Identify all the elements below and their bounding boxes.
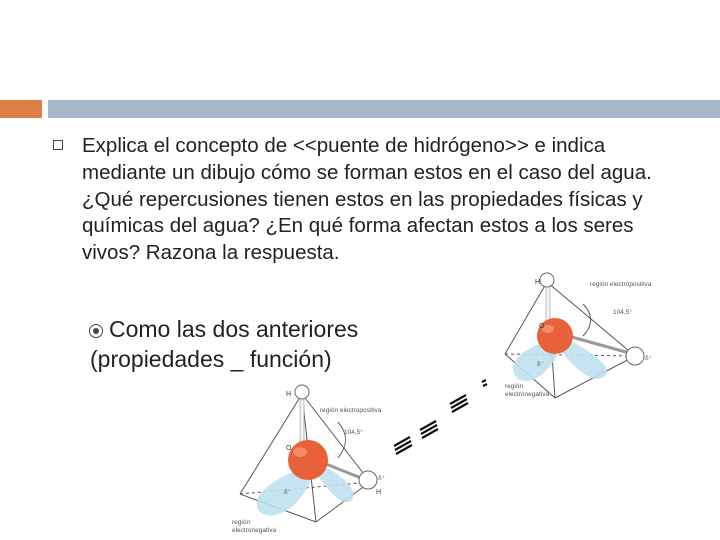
square-bullet-icon bbox=[53, 140, 63, 150]
atom-label-h-right-lower: H bbox=[376, 489, 382, 496]
water-molecule-figure-left bbox=[220, 382, 400, 540]
accent-bar bbox=[0, 100, 42, 118]
sub-bullet-line2: (propiedades _ función) bbox=[90, 346, 332, 372]
atom-label-o-lower: O bbox=[286, 445, 292, 452]
delta-minus-label-lower: δ⁻ bbox=[284, 489, 292, 496]
atom-label-h-top-lower: H bbox=[286, 391, 292, 398]
angle-label-lower: 104,5° bbox=[344, 429, 363, 436]
oxygen-atom-lower bbox=[288, 440, 328, 480]
hydrogen-atom-top-lower bbox=[295, 385, 309, 399]
hydrogen-atom-right bbox=[626, 347, 644, 365]
hydrogen-atom-right-lower bbox=[359, 471, 377, 489]
atom-label-o: O bbox=[539, 323, 545, 330]
circle-bullet-icon bbox=[89, 324, 103, 338]
region-positive-label-lower: región electropositiva bbox=[320, 407, 382, 414]
region-positive-label: región electropositiva bbox=[590, 281, 652, 288]
region-negative-label-2-lower: electronegativa bbox=[232, 527, 277, 534]
question-text: Explica el concepto de <<puente de hidrógeno>> e indica mediante un dibujo cómo se forman estos en el caso del agua. ¿Qué repercusiones tienen estos en las propiedades físicas y químicas del agua? ¿En qué forma afectan estos a los seres vivos? Razona la respuesta. bbox=[82, 134, 652, 265]
water-molecule-figure-right bbox=[495, 268, 675, 413]
delta-minus-label: δ⁻ bbox=[537, 361, 545, 368]
region-negative-label-1: región bbox=[505, 383, 524, 390]
sub-bullet bbox=[89, 315, 358, 343]
hydrogen-atom-top bbox=[540, 273, 554, 287]
region-negative-label-2: electronegativa bbox=[505, 391, 550, 398]
angle-label: 104,5° bbox=[613, 309, 632, 316]
region-negative-label-1-lower: región bbox=[232, 519, 251, 526]
delta-plus-label: δ⁺ bbox=[645, 355, 653, 362]
sub-bullet-text: Como las dos anteriores bbox=[109, 316, 359, 342]
atom-label-h-top: H bbox=[535, 279, 541, 286]
delta-plus-label-lower: δ⁺ bbox=[378, 475, 386, 482]
angle-arrow bbox=[583, 304, 591, 336]
title-bar bbox=[48, 100, 720, 118]
